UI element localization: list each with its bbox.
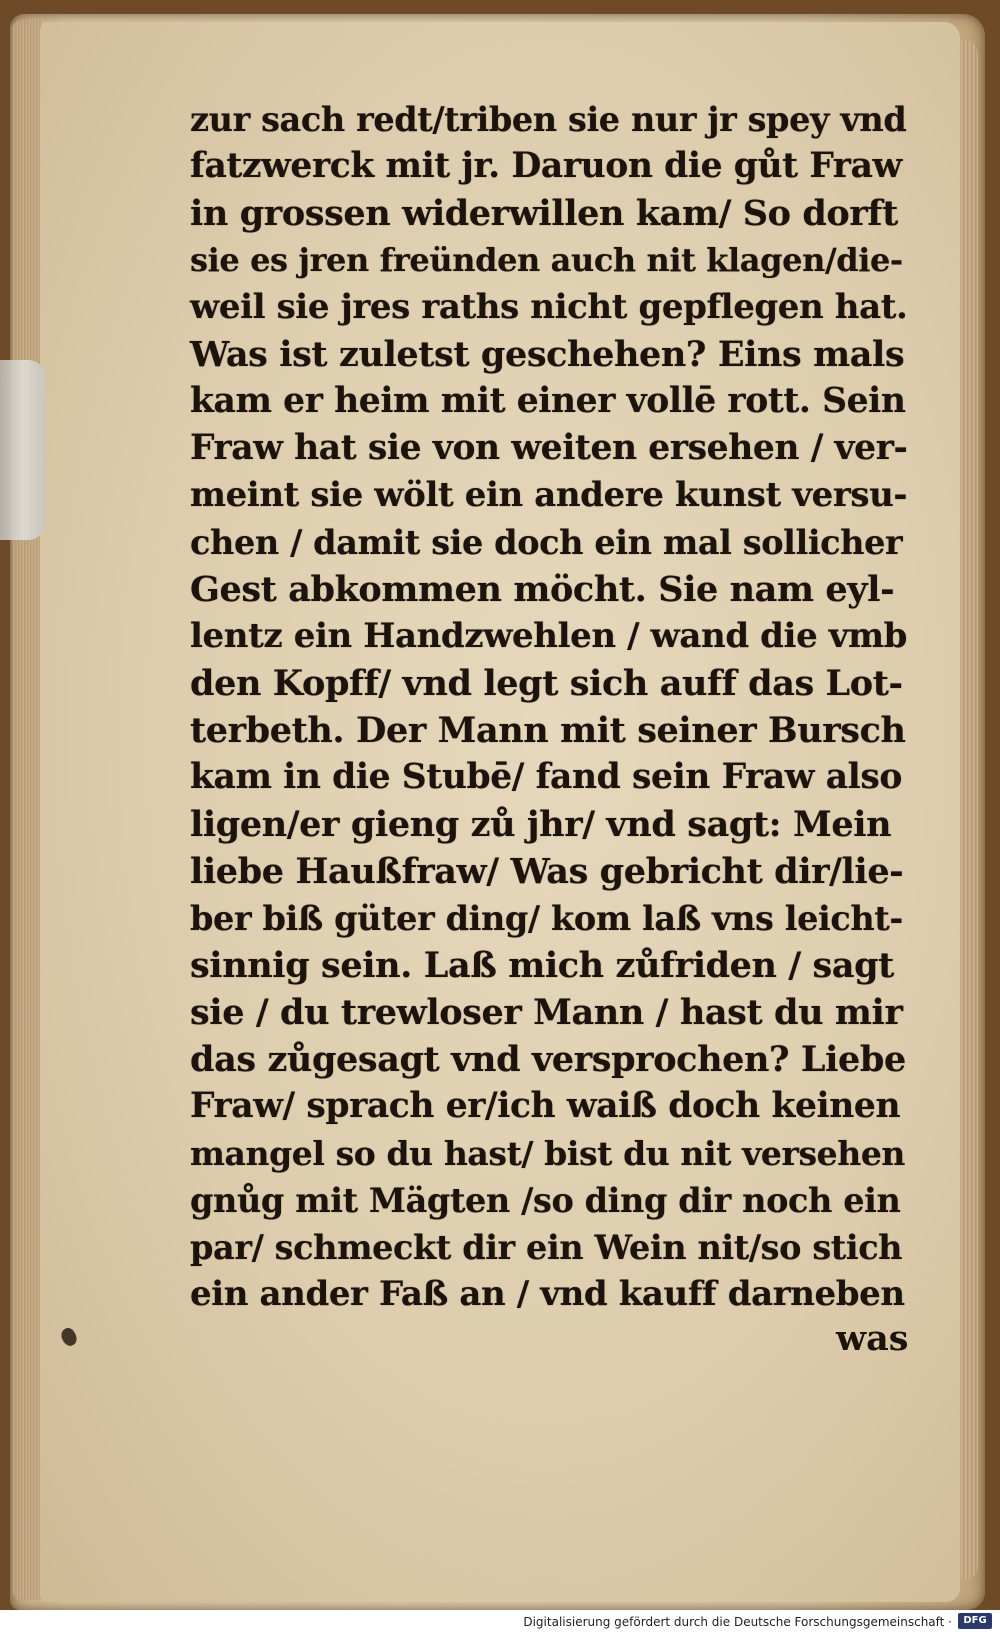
text-line: das zůgesagt vnd versprochen? Liebe [190, 1039, 906, 1080]
text-line: weil sie jres raths nicht gepflegen hat. [190, 287, 908, 327]
text-line: kam er heim mit einer vollē rott. Sein [190, 381, 906, 421]
text-line: ber biß güter ding/ kom laß vns leicht- [190, 899, 903, 938]
text-line: den Kopff/ vnd legt sich auff das Lot- [190, 663, 903, 704]
text-line: sie / du trewloser Mann / hast du mir [190, 992, 903, 1033]
dfg-logo-icon: DFG [958, 1613, 992, 1629]
text-line: kam in die Stubē/ fand sein Fraw also [190, 757, 902, 797]
text-line: fatzwerck mit jr. Daruon die gůt Fraw [190, 146, 902, 186]
catchword: was [836, 1318, 909, 1359]
text-line: Fraw hat sie von weiten ersehen / ver- [190, 428, 908, 468]
text-line: liebe Haußfraw/ Was gebricht dir/lie- [190, 851, 904, 892]
funding-credit: Digitalisierung gefördert durch die Deutsche Forschungsgemeinschaft · [523, 1615, 952, 1629]
text-line: in grossen widerwillen kam/ So dorft [190, 193, 898, 234]
text-line: Gest abkommen möcht. Sie nam eyl- [190, 569, 895, 610]
text-line: Was ist zuletst geschehen? Eins mals [190, 334, 905, 375]
page-marker-tab [0, 360, 46, 540]
page-text-block [190, 96, 910, 1318]
text-line: lentz ein Handzwehlen / wand die vmb [190, 616, 908, 656]
text-line: par/ schmeckt dir ein Wein nit/so stich [190, 1228, 903, 1267]
text-line: zur sach redt/triben sie nur jr spey vnd [190, 100, 907, 139]
text-line: terbeth. Der Mann mit seiner Bursch [190, 710, 906, 751]
text-line: mangel so du hast/ bist du nit versehen [190, 1134, 906, 1173]
text-line: meint sie wölt ein andere kunst versu- [190, 475, 908, 515]
text-line: ligen/er gieng zů jhr/ vnd sagt: Mein [190, 804, 892, 845]
text-line: Fraw/ sprach er/ich waiß doch keinen [190, 1086, 901, 1126]
text-line: chen / damit sie doch ein mal sollicher [190, 523, 903, 562]
text-line: sinnig sein. Laß mich zůfriden / sagt [190, 945, 894, 986]
page-edges-left [12, 20, 42, 1600]
text-line: sie es jren freünden auch nit klagen/die- [190, 241, 903, 279]
text-line: ein ander Faß an / vnd kauff darneben [190, 1274, 905, 1314]
text-line: gnůg mit Mägten /so ding dir noch ein [190, 1181, 901, 1220]
